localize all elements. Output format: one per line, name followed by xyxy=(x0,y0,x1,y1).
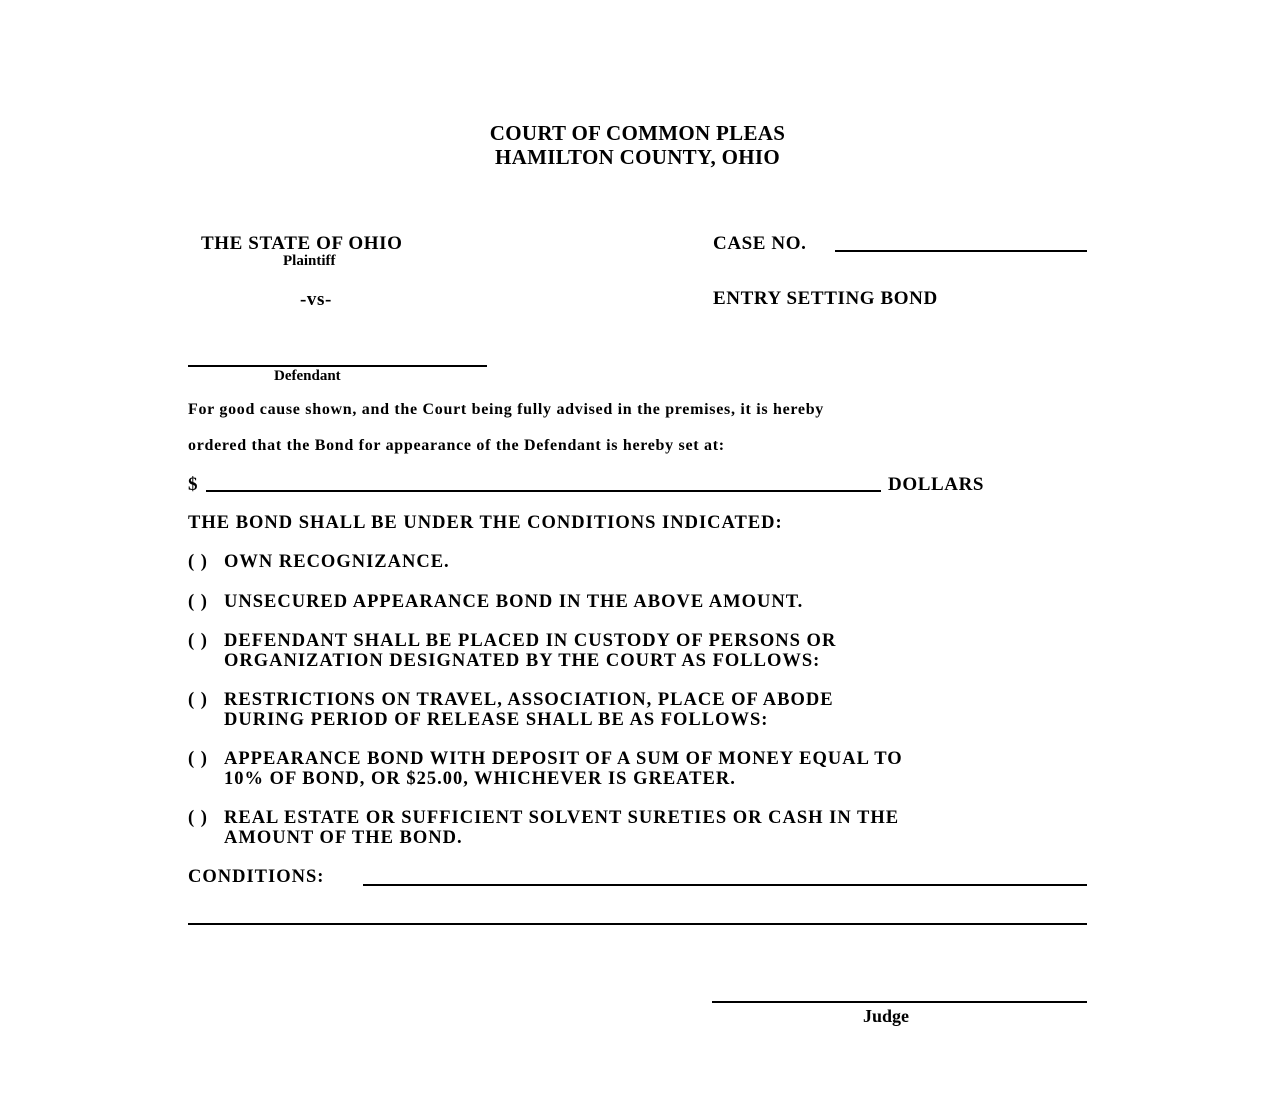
versus-label: -vs- xyxy=(300,289,332,310)
case-number-field[interactable] xyxy=(835,250,1087,252)
judge-label: Judge xyxy=(863,1006,910,1026)
condition-checkbox[interactable]: ( ) xyxy=(188,690,208,710)
order-text-line1: For good cause shown, and the Court being fully advised in the premises, it is hereby xyxy=(188,401,824,418)
order-text-line2: ordered that the Bond for appearance of the Defendant is hereby set at: xyxy=(188,437,725,454)
defendant-label: Defendant xyxy=(274,368,341,384)
conditions-field-line2[interactable] xyxy=(188,923,1087,925)
condition-text: OWN RECOGNIZANCE. xyxy=(224,552,450,572)
conditions-label: CONDITIONS: xyxy=(188,867,325,887)
condition-text-continued: ORGANIZATION DESIGNATED BY THE COURT AS FOLLOWS: xyxy=(224,651,821,671)
condition-text: APPEARANCE BOND WITH DEPOSIT OF A SUM OF MONEY EQUAL TO xyxy=(224,749,903,769)
condition-text-continued: AMOUNT OF THE BOND. xyxy=(224,828,463,848)
defendant-name-line[interactable] xyxy=(188,365,487,367)
condition-unsecured-bond[interactable] xyxy=(188,592,803,612)
document-title: ENTRY SETTING BOND xyxy=(713,288,938,309)
condition-restrictions[interactable] xyxy=(188,690,834,730)
condition-text-continued: 10% OF BOND, OR $25.00, WHICHEVER IS GREATER. xyxy=(224,769,736,789)
condition-deposit-bond[interactable] xyxy=(188,749,903,789)
court-name: COURT OF COMMON PLEAS xyxy=(489,121,786,145)
judge-signature-line[interactable] xyxy=(712,1001,1087,1003)
condition-real-estate-sureties[interactable] xyxy=(188,808,899,848)
conditions-field-line1[interactable] xyxy=(363,884,1087,886)
condition-checkbox[interactable]: ( ) xyxy=(188,808,208,828)
bond-amount-field[interactable] xyxy=(206,490,881,492)
condition-text: RESTRICTIONS ON TRAVEL, ASSOCIATION, PLACE OF ABODE xyxy=(224,690,834,710)
plaintiff-name: THE STATE OF OHIO xyxy=(201,233,403,254)
condition-text: DEFENDANT SHALL BE PLACED IN CUSTODY OF PERSONS OR xyxy=(224,631,837,651)
condition-custody[interactable] xyxy=(188,631,836,671)
condition-checkbox[interactable]: ( ) xyxy=(188,552,208,572)
condition-text-continued: DURING PERIOD OF RELEASE SHALL BE AS FOLLOWS: xyxy=(224,710,769,730)
condition-text: REAL ESTATE OR SUFFICIENT SOLVENT SURETIES OR CASH IN THE xyxy=(224,808,900,828)
case-number-label: CASE NO. xyxy=(713,233,807,254)
dollars-label: DOLLARS xyxy=(888,474,985,495)
condition-own-recognizance[interactable] xyxy=(188,552,450,572)
condition-text: UNSECURED APPEARANCE BOND IN THE ABOVE AMOUNT. xyxy=(224,592,804,612)
conditions-heading: THE BOND SHALL BE UNDER THE CONDITIONS INDICATED: xyxy=(188,513,783,533)
condition-checkbox[interactable]: ( ) xyxy=(188,631,208,651)
currency-symbol: $ xyxy=(188,474,199,495)
plaintiff-label: Plaintiff xyxy=(283,253,336,269)
condition-checkbox[interactable]: ( ) xyxy=(188,749,208,769)
condition-checkbox[interactable]: ( ) xyxy=(188,592,208,612)
county-name: HAMILTON COUNTY, OHIO xyxy=(494,145,780,169)
